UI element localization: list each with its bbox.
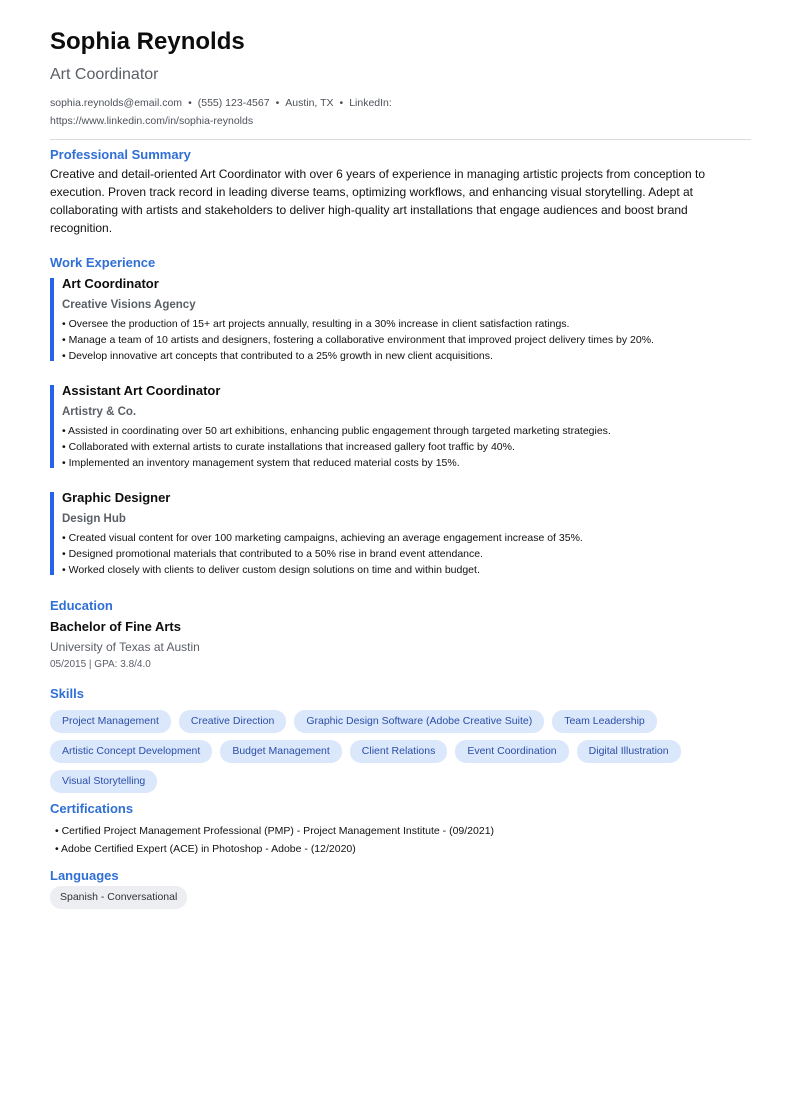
summary-text: Creative and detail-oriented Art Coordinator with over 6 years of experience in managing artistic projects from conception to execution. Proven track record in leading diverse teams, optimizing workflows, and enhancing visual storytelling. Adept at collaborating with artists and stakeholders to deliver high-quality art installations that engage audiences and boost brand recognition. [50,167,706,235]
job-entry [50,382,751,471]
phone: (555) 123-4567 [197,97,270,109]
contact-line [50,94,410,130]
certification-item: • Certified Project Management Professional (PMP) - Project Management Institute - (09/2021) [55,825,495,837]
certification-item: • Adobe Certified Expert (ACE) in Photoshop - Adobe - (12/2020) [55,843,356,855]
job-bullet: • Created visual content for over 100 marketing campaigns, achieving an average engagement increase of 35%. [62,532,583,544]
languages-heading: Languages [50,868,119,883]
work-heading: Work Experience [50,255,156,270]
job-bullets [62,530,751,578]
job-bullet: • Implemented an inventory management system that reduced material costs by 15%. [62,457,460,469]
job-bullet: • Collaborated with external artists to curate installations that increased gallery foot traffic by 40%. [62,441,515,453]
header-divider [50,139,751,140]
linkedin-label: LinkedIn: [349,97,392,109]
job-bullet: • Manage a team of 10 artists and designers, fostering a collaborative environment that improved project delivery times by 20%. [62,334,654,346]
resume-page [50,28,751,909]
job-entry [50,489,751,578]
location: Austin, TX [285,97,334,109]
skills-list [50,710,751,800]
job-bullet: • Worked closely with clients to deliver custom design solutions on time and within budget. [62,564,480,576]
skills-heading: Skills [50,686,84,701]
job-bullet: • Develop innovative art concepts that contributed to a 25% growth in new client acquisitions. [62,350,493,362]
job-title: Graphic Designer [62,490,171,505]
skill-chip: Team Leadership [552,710,657,733]
language-chip: Spanish - Conversational [50,886,187,909]
skill-chip: Artistic Concept Development [50,740,212,763]
degree: Bachelor of Fine Arts [50,619,181,634]
job-bullet: • Oversee the production of 15+ art projects annually, resulting in a 30% increase in client satisfaction ratings. [62,318,570,330]
certifications-list [50,822,751,858]
job-title: Art Coordinator [62,276,159,291]
email[interactable]: sophia.reynolds@email.com [50,97,183,109]
skill-chip: Event Coordination [455,740,568,763]
education-heading: Education [50,598,113,613]
separator: • [188,97,192,109]
job-entry [50,275,751,364]
separator: • [275,97,280,109]
job-bullets [62,423,751,471]
job-company: Creative Visions Agency [62,299,196,311]
education-meta: 05/2015 | GPA: 3.8/4.0 [50,659,151,670]
separator: • [339,97,344,109]
languages-list [50,886,751,909]
job-bullet: • Assisted in coordinating over 50 art exhibitions, enhancing public engagement through targeted marketing strategies. [62,425,611,437]
linkedin-url[interactable]: https://www.linkedin.com/in/sophia-reynolds [50,115,254,127]
skill-chip: Client Relations [350,740,448,763]
job-accent-bar [50,385,54,468]
skill-chip: Graphic Design Software (Adobe Creative Suite) [294,710,544,733]
candidate-title: Art Coordinator [50,66,159,83]
job-title: Assistant Art Coordinator [62,383,221,398]
skill-chip: Creative Direction [179,710,286,733]
summary-heading: Professional Summary [50,147,191,162]
certifications-heading: Certifications [50,801,134,816]
job-company: Artistry & Co. [62,406,137,418]
skill-chip: Digital Illustration [577,740,681,763]
job-accent-bar [50,278,54,361]
skill-chip: Visual Storytelling [50,770,157,793]
candidate-name: Sophia Reynolds [50,28,245,55]
job-company: Design Hub [62,513,126,525]
job-accent-bar [50,492,54,575]
skill-chip: Project Management [50,710,171,733]
school: University of Texas at Austin [50,640,200,654]
skill-chip: Budget Management [220,740,341,763]
job-bullets [62,316,751,364]
job-bullet: • Designed promotional materials that contributed to a 50% rise in brand event attendance. [62,548,484,560]
